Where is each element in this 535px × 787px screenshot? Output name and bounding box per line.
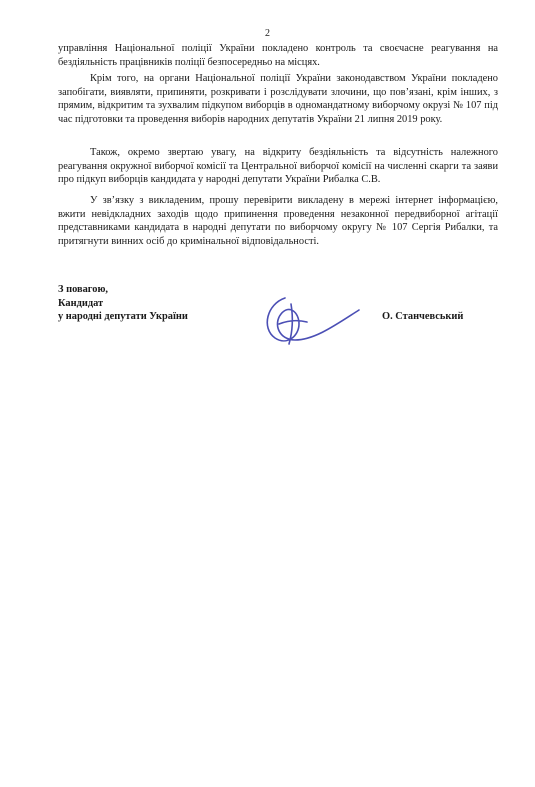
paragraph-police-duties: [58, 72, 498, 126]
paragraph-text: Також, окремо звертаю увагу, на відкриту бездіяльність та відсутність належного реагування окружної виборчої комісії та Центральної виборчої комісії на численні скарги та заяви про підкуп виборців кандидата у народні депутати України Рибалка С.В.: [58, 147, 498, 186]
page-number: 2: [265, 28, 270, 39]
paragraph-text: У зв’язку з викладеним, прошу перевірити викладену в мережі інтернет інформацією, вжити невідкладних заходів щодо припинення проведення незаконної передвиборної агітації представниками кандидата в народні депутати по виборчому округу № 107 Сергія Рибалки, та притягнути винних осіб до кримінальної відповідальності.: [58, 195, 498, 247]
signer-name: О. Станчевський: [382, 311, 464, 322]
paragraph-text: управління Національної поліції України покладено контроль та своєчасне реагування на бездіяльність працівників поліції безпосередньо на місцях.: [58, 43, 498, 68]
closing-role-detail: у народні депутати України: [58, 311, 188, 323]
closing-salutation: З повагою,: [58, 284, 109, 295]
closing-block: [58, 283, 188, 324]
paragraph-request: [58, 194, 498, 248]
paragraph-commission-inaction: [58, 146, 498, 187]
paragraph-continuation: [58, 42, 498, 69]
handwritten-signature: [255, 284, 375, 350]
closing-role: Кандидат: [58, 297, 104, 309]
paragraph-text: Крім того, на органи Національної поліції України законодавством України покладено запобігати, виявляти, припиняти, розкривати і розслідувати злочини, що пов’язані, крім інших, з прямим, відкритим та зухвалим підкупом виборців в одномандатному виборчому окрузі № 107 під час підготовки та проведення виборів народних депутатів України 21 липня 2019 року.: [58, 73, 498, 125]
